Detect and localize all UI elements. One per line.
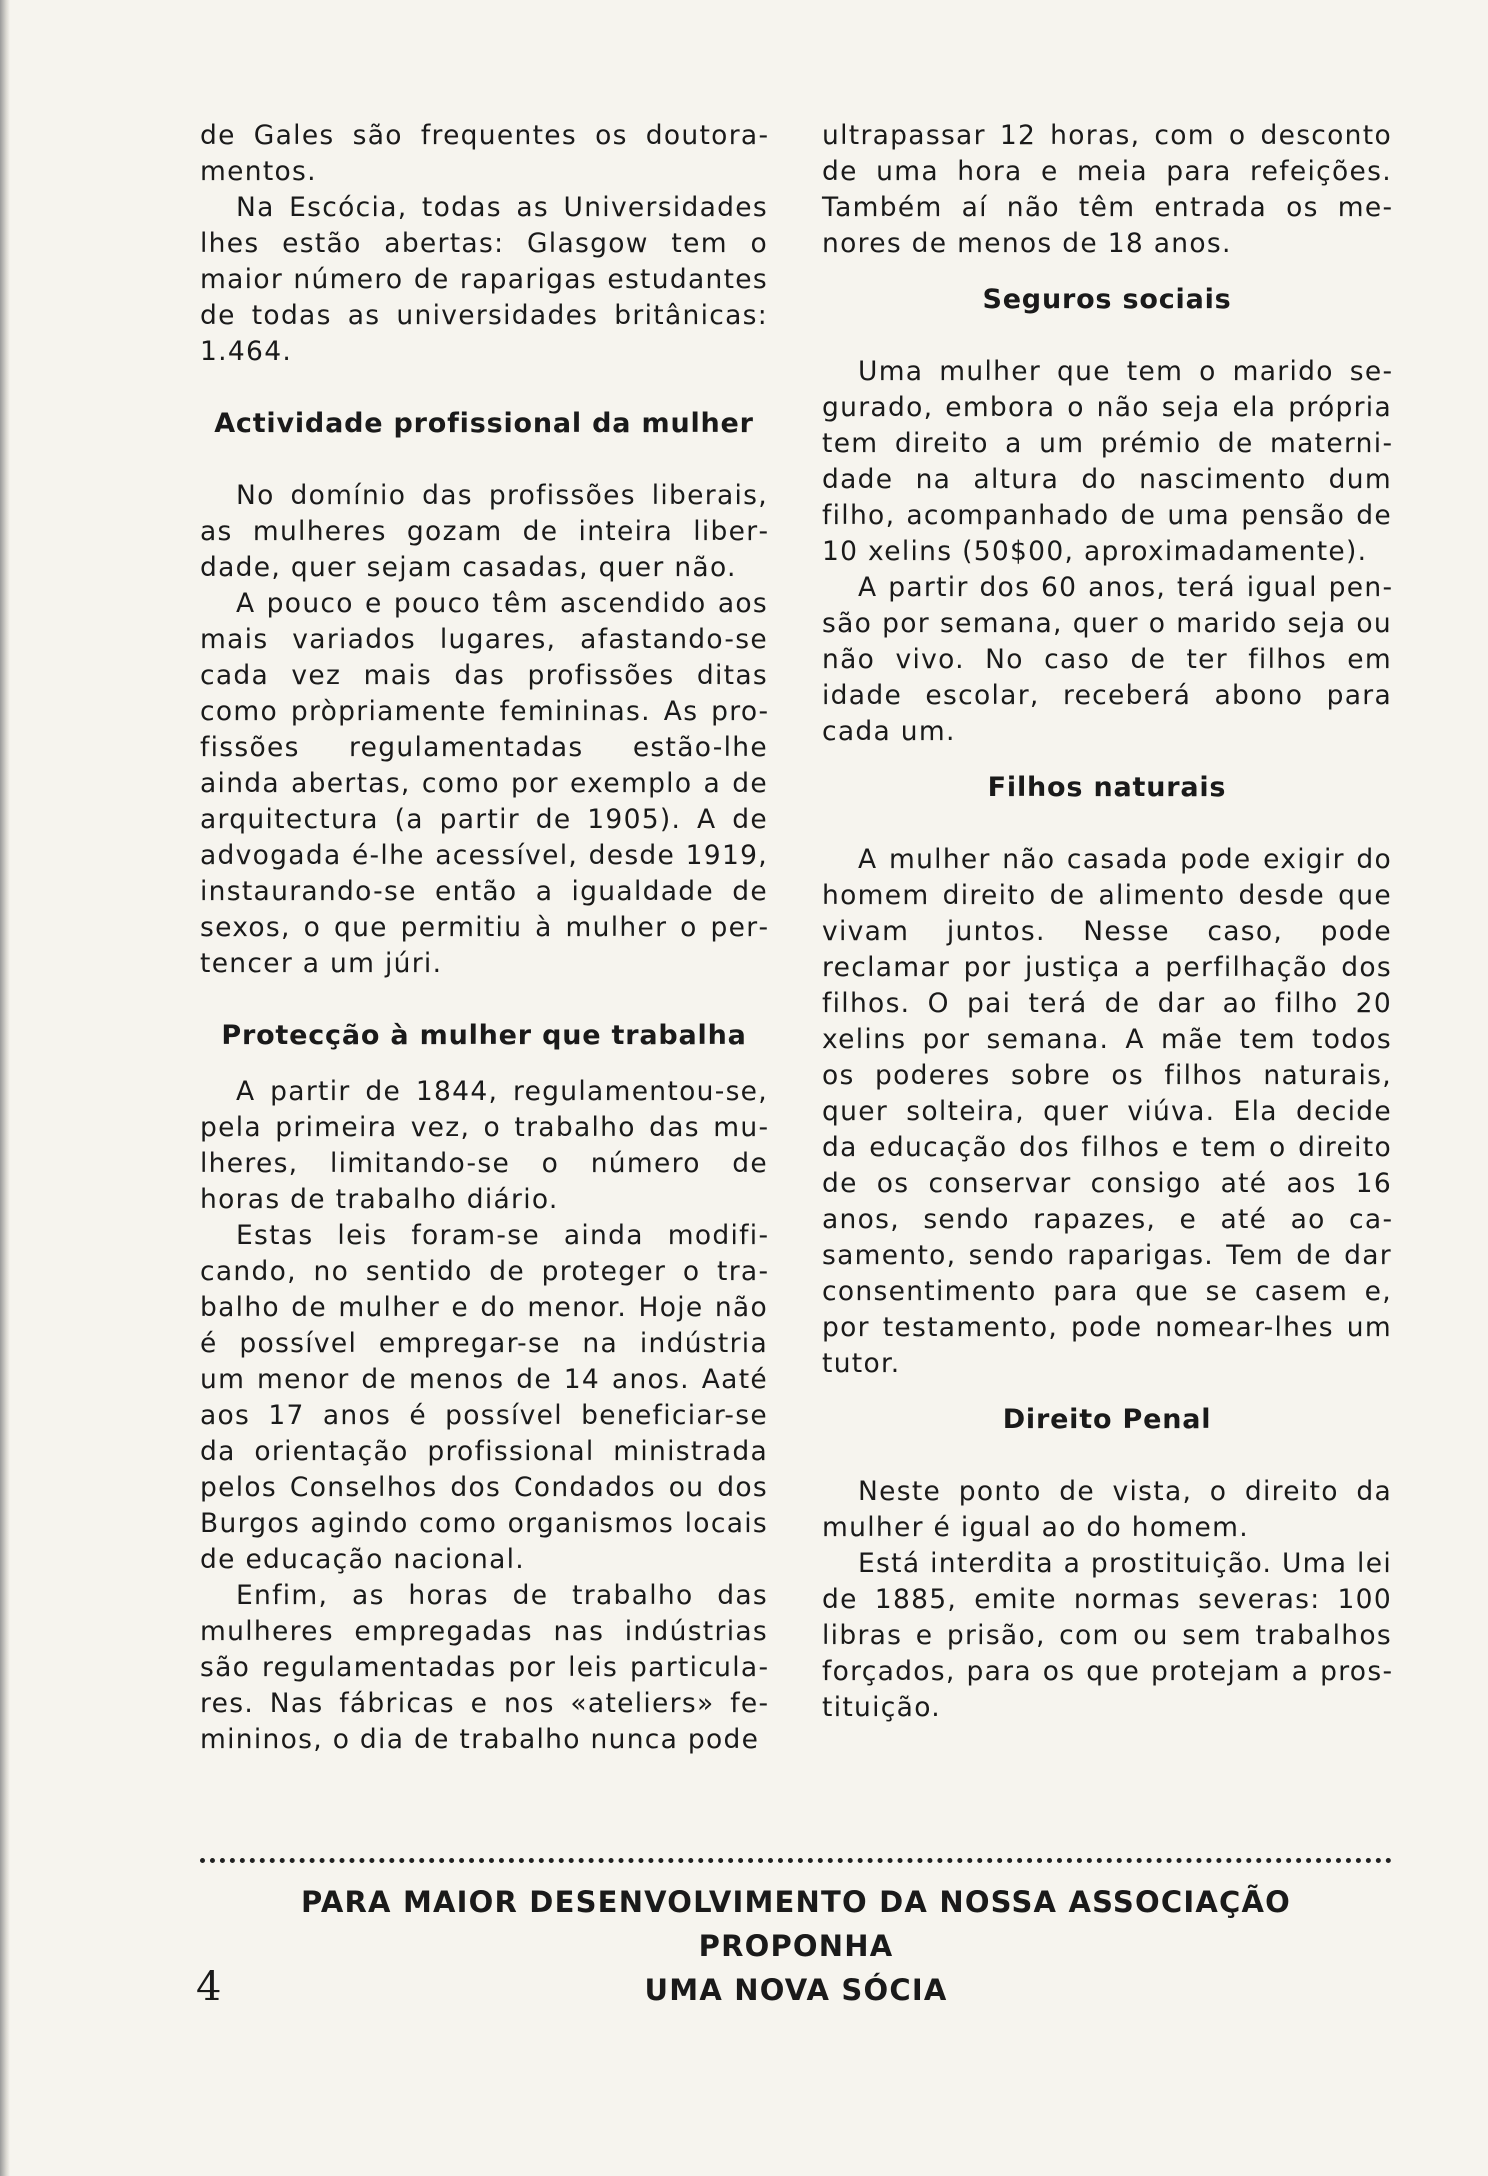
heading-social-insurance: Seguros sociais <box>982 284 1232 315</box>
dotted-divider <box>200 1858 1392 1863</box>
paragraph-intro: de Gales são frequentes os doutoramentos. <box>200 120 768 187</box>
paragraph-natural-children: A mulher não casada pode exigir do homem direito de alimento desde que vivam juntos. Nesse caso, pode reclamar por justiça a perfilhação dos filhos. O pai terá de dar ao filho 20 xelins por semana. A mãe tem todos os poderes sobre os filhos naturais, quer solteira, quer viúva. Ela decide da educação dos filhos e tem o direito de os conservar consigo até aos 16 anos, sendo rapazes, e até ao casamento, sendo raparigas. Tem de dar consentimento para que se casem e, por testamento, pode nomear-lhes um tutor. <box>822 844 1392 1379</box>
paragraph-maternity: Uma mulher que tem o marido segurado, embora o não seja ela própria tem direito a um prémio de maternidade na altura do nascimento dum filho, acompanhado de uma pensão de 10 xelins (50$00, aproximadamente). <box>822 356 1392 567</box>
paragraph-laws: Estas leis foram-se ainda modificando, no sentido de proteger o trabalho de mulher e do menor. Hoje não é possível empregar-se na indústria um menor de menos de 14 anos. Aaté aos 17 anos é possível beneficiar-se da orientação profissional ministrada pelos Conselhos dos Condados ou dos Burgos agindo como organismos locais de educação nacional. <box>200 1220 768 1575</box>
right-column <box>822 118 1392 1726</box>
paragraph-progress: A pouco e pouco têm ascendido aos mais variados lugares, afastando-se cada vez mais das profissões ditas como pròpriamente femininas. As profissões regulamentadas estão-lhe ainda abertas, como por exemplo a de arquitectura (a partir de 1905). A de advogada é-lhe acessível, desde 1919, instaurando-se então a igualdade de sexos, o que permitiu à mulher o pertencer a um júri. <box>200 588 768 979</box>
paragraph-prostitution: Está interdita a prostituição. Uma lei de 1885, emite normas severas: 100 libras e prisão, com ou sem trabalhos forçados, para os que protejam a prostituição. <box>822 1548 1392 1723</box>
paragraph-pension: A partir dos 60 anos, terá igual pensão por semana, quer o marido seja ou não vivo. No caso de ter filhos em idade escolar, receberá abono para cada um. <box>822 572 1392 747</box>
page-number: 4 <box>196 1964 222 2010</box>
heading-worker-protection: Protecção à mulher que trabalha <box>221 1020 747 1051</box>
heading-professional-activity: Actividade profissional da mulher <box>214 408 754 439</box>
association-banner <box>200 1880 1392 2012</box>
paragraph-1844: A partir de 1844, regulamentou-se, pela primeira vez, o trabalho das mulheres, limitando-se o número de horas de trabalho diário. <box>200 1076 768 1215</box>
paragraph-scotland: Na Escócia, todas as Universidades lhes estão abertas: Glasgow tem o maior número de raparigas estudantes de todas as universidades britânicas: 1.464. <box>200 192 768 367</box>
paragraph-work-hours: Enfim, as horas de trabalho das mulheres empregadas nas indústrias são regulamentadas por leis particulares. Nas fábricas e nos «ateliers» femininos, o dia de trabalho nunca pode <box>200 1580 768 1755</box>
paragraph-liberal-professions: No domínio das profissões liberais, as mulheres gozam de inteira liberdade, quer sejam casadas, quer não. <box>200 480 768 583</box>
heading-penal-law: Direito Penal <box>1002 1404 1212 1435</box>
left-column <box>200 118 768 1758</box>
paragraph-penal-law: Neste ponto de vista, o direito da mulher é igual ao do homem. <box>822 1476 1392 1543</box>
paragraph-continuation: ultrapassar 12 horas, com o desconto de uma hora e meia para refeições. Também aí não têm entrada os menores de menos de 18 anos. <box>822 120 1392 259</box>
page-edge-shadow <box>0 0 10 2176</box>
banner-line-1: PARA MAIOR DESENVOLVIMENTO DA NOSSA ASSOCIAÇÃO PROPONHA <box>301 1885 1291 1963</box>
heading-natural-children: Filhos naturais <box>987 772 1227 803</box>
banner-line-2: UMA NOVA SÓCIA <box>644 1973 948 2007</box>
